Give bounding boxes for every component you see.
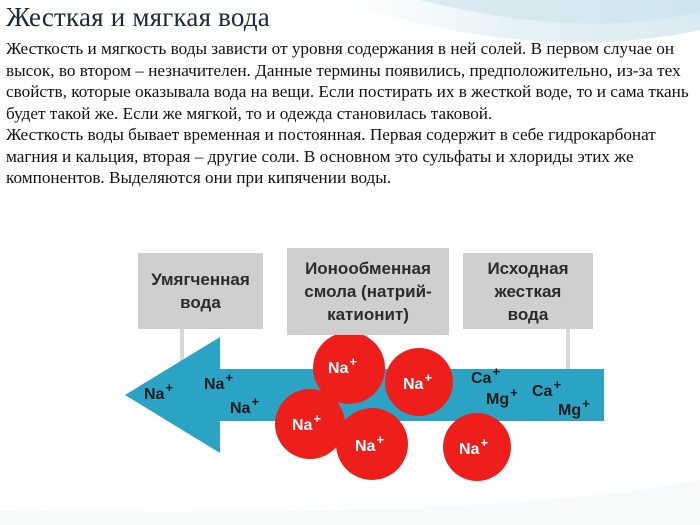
ion-na: Na+ [292, 411, 322, 434]
slide-body [6, 38, 696, 189]
ion-mg: Mg+ [486, 385, 518, 408]
slide-title: Жесткая и мягкая вода [6, 2, 270, 32]
label-hard-water: Исходная жесткая вода [463, 253, 593, 329]
ion-ca: Ca+ [471, 364, 501, 387]
ion-na: Na+ [403, 370, 433, 393]
ion-na: Na+ [230, 394, 260, 417]
ion-na: Na+ [204, 370, 234, 393]
ion-na: Na+ [328, 354, 358, 377]
label-softened-water: Умягченная вода [138, 253, 263, 329]
ion-mg: Mg+ [558, 396, 590, 419]
paragraph-types: Жесткость воды бывает временная и постоянная. Первая содержит в себе гидрокарбонат магния и кальция, вторая – другие соли. В основном это сульфаты и хлориды этих же компонентов. Выделяются они при кипячении воды. [6, 125, 656, 187]
ion-na: Na+ [144, 380, 174, 403]
paragraph-hardness: Жесткость и мягкость воды зависти от уровня содержания в ней солей. В первом случае он высок, во втором – незначителен. Данные термины появились, предположительно, из-за тех свойств, которые оказывала вода на вещи. Если постирать их в жесткой воде, то и сама ткань будет такой же. Если же мягкой, то и одежда становилась таковой. [6, 39, 689, 123]
ion-na: Na+ [459, 435, 489, 458]
ion-exchange-diagram [120, 237, 608, 525]
ion-na: Na+ [355, 432, 385, 455]
ion-ca: Ca+ [532, 377, 562, 400]
label-ion-exchange-resin: Ионообменная смола (натрий- катионит) [287, 248, 449, 335]
